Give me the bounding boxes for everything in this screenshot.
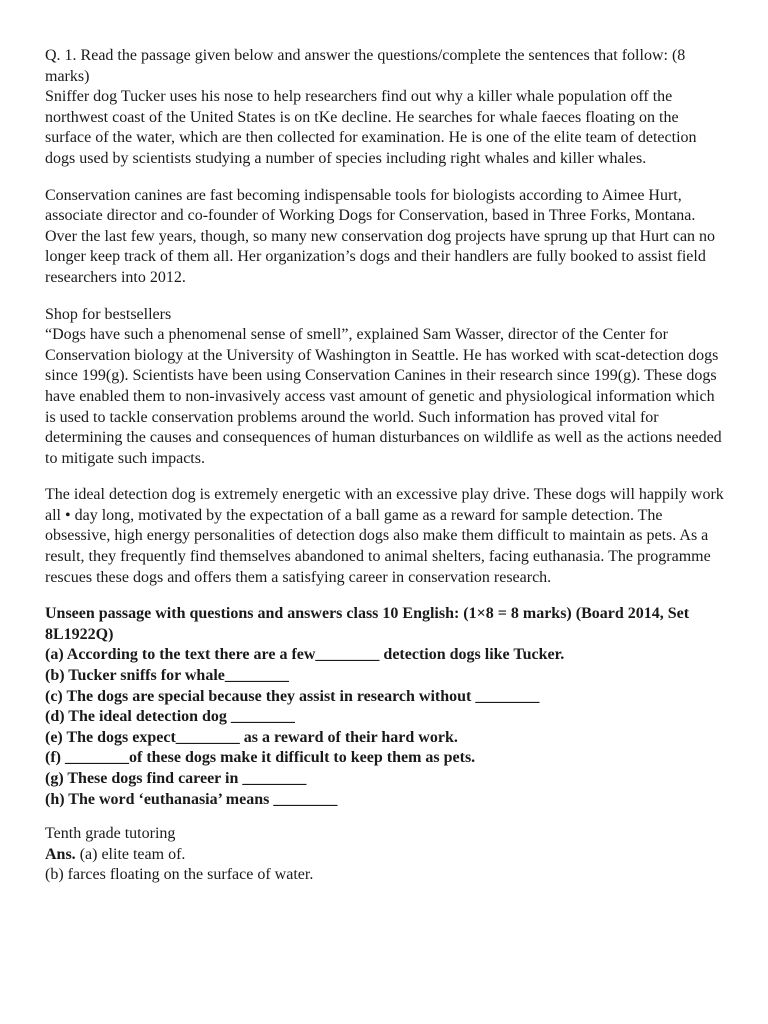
answer-a: (a) elite team of.: [75, 845, 186, 863]
question-h: (h) The word ‘euthanasia’ means ________: [45, 790, 338, 808]
question-a: (a) According to the text there are a few________ detection dogs like Tucker.: [45, 646, 565, 664]
question-d: (d) The ideal detection dog ________: [45, 708, 295, 726]
answers-block: [45, 824, 728, 886]
passage-paragraph-4: “Dogs have such a phenomenal sense of smell”, explained Sam Wasser, director of the Center for Conservation biology at the University of Washington in Seattle. He has worked with scat-detection dogs since 199(g). Scientists have been using Conservation Canines in their research since 199(g). These dogs have enabled them to non-invasively access vast amount of genetic and physiological information which is used to tackle conservation problems around the world. Such information has proved vital for determining the causes and consequences of human disturbances on wildlife as well as the actions needed to mitigate such impacts.: [45, 326, 722, 467]
question-g: (g) These dogs find career in ________: [45, 770, 307, 787]
question-e: (e) The dogs expect________ as a reward of their hard work.: [45, 728, 458, 746]
question-c: (c) The dogs are special because they assist in research without ________: [45, 687, 540, 705]
passage-paragraph-3: Over the last few years, though, so many new conservation dog projects have sprung up that Hurt can no longer keep track of them all. Her organization’s dogs and their handlers are fully booked to assist field researchers into 2012.: [45, 227, 716, 286]
answer-a-line: [45, 845, 728, 866]
passage-paragraph-2: Conservation canines are fast becoming indispensable tools for biologists according to Aimee Hurt, associate director and co-founder of Working Dogs for Conservation, based in Three Forks, Montana.: [45, 186, 696, 225]
question-header: Q. 1. Read the passage given below and answer the questions/complete the sentences that follow: (8 marks): [45, 47, 686, 85]
ad-link-bestsellers[interactable]: Shop for bestsellers: [45, 305, 172, 323]
question-b: (b) Tucker sniffs for whale________: [45, 667, 289, 685]
passage-paragraph-5: The ideal detection dog is extremely energetic with an excessive play drive. These dogs will happily work all • day long, motivated by the expectation of a ball game as a reward for sample detection. The obsessive, high energy personalities of detection dogs also make them difficult to maintain as pets. As a result, they frequently find themselves abandoned to animal shelters, facing euthanasia. The programme rescues these dogs and offers them a satisfying career in conservation research.: [45, 486, 724, 586]
questions-block: [45, 604, 728, 810]
questions-heading: Unseen passage with questions and answers class 10 English: (1×8 = 8 marks) (Board 2014, Set 8L1922Q): [45, 605, 690, 643]
question-f: (f) ________of these dogs make it difficult to keep them as pets.: [45, 749, 476, 767]
ad-link-tutoring[interactable]: Tenth grade tutoring: [45, 825, 176, 843]
answer-label: Ans.: [45, 845, 76, 863]
passage-paragraph-1: Sniffer dog Tucker uses his nose to help researchers find out why a killer whale population off the northwest coast of the United States is on tKe decline. He searches for whale faeces floating on the surface of the water, which are then collected for examination. He is one of the elite team of detection dogs used by scientists studying a number of species including right whales and killer whales.: [45, 88, 697, 167]
answer-b: (b) farces floating on the surface of water.: [45, 866, 314, 884]
